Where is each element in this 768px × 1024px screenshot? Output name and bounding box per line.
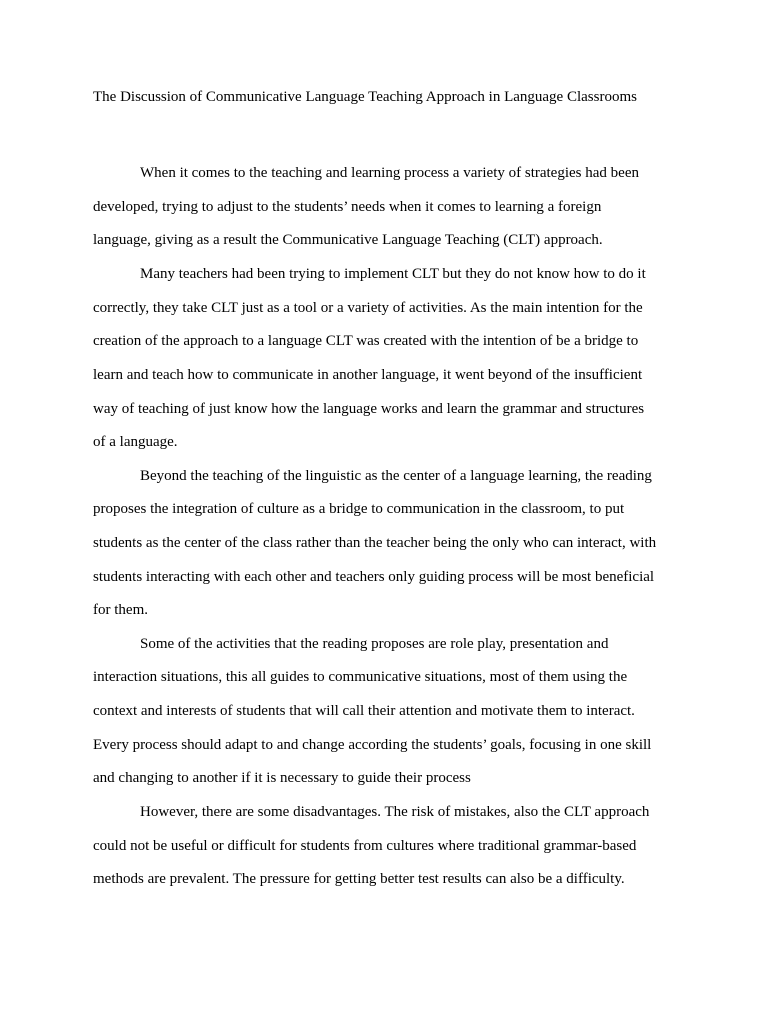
document-title: The Discussion of Communicative Language Teaching Approach in Language Classrooms xyxy=(93,89,637,105)
paragraph-2-line-3: creation of the approach to a language CLT was created with the intention of be a bridge to xyxy=(93,333,639,349)
paragraph-4-line-2: interaction situations, this all guides to communicative situations, most of them using the xyxy=(93,669,628,685)
paragraph-2-line-2: correctly, they take CLT just as a tool or a variety of activities. As the main intention for the xyxy=(93,300,643,316)
paragraph-3-line-3: students as the center of the class rather than the teacher being the only who can interact, with xyxy=(93,535,657,551)
paragraph-1-line-2: developed, trying to adjust to the students’ needs when it comes to learning a foreign xyxy=(93,199,602,215)
paragraph-3-line-2: proposes the integration of culture as a bridge to communication in the classroom, to put xyxy=(93,501,625,517)
paragraph-1-line-3: language, giving as a result the Communicative Language Teaching (CLT) approach. xyxy=(93,232,603,248)
paragraph-4-line-1: Some of the activities that the reading proposes are role play, presentation and xyxy=(140,636,609,652)
paragraph-5-line-2: could not be useful or difficult for students from cultures where traditional grammar-based xyxy=(93,838,637,854)
paragraph-2-line-1: Many teachers had been trying to implement CLT but they do not know how to do it xyxy=(140,266,646,282)
paragraph-3-line-1: Beyond the teaching of the linguistic as the center of a language learning, the reading xyxy=(140,468,652,484)
paragraph-5-line-1: However, there are some disadvantages. The risk of mistakes, also the CLT approach xyxy=(140,804,650,820)
paragraph-2-line-5: way of teaching of just know how the language works and learn the grammar and structures xyxy=(93,401,645,417)
paragraph-3-line-5: for them. xyxy=(93,602,148,618)
paragraph-2-line-6: of a language. xyxy=(93,434,178,450)
paragraph-4-line-3: context and interests of students that will call their attention and motivate them to interact. xyxy=(93,703,635,719)
paragraph-4-line-4: Every process should adapt to and change according the students’ goals, focusing in one skill xyxy=(93,737,652,753)
paragraph-4-line-5: and changing to another if it is necessary to guide their process xyxy=(93,770,471,786)
paragraph-1-line-1: When it comes to the teaching and learning process a variety of strategies had been xyxy=(140,165,639,181)
paragraph-2-line-4: learn and teach how to communicate in another language, it went beyond of the insufficient xyxy=(93,367,643,383)
paragraph-5-line-3: methods are prevalent. The pressure for getting better test results can also be a difficulty. xyxy=(93,871,625,887)
paragraph-3-line-4: students interacting with each other and teachers only guiding process will be most beneficial xyxy=(93,569,655,585)
